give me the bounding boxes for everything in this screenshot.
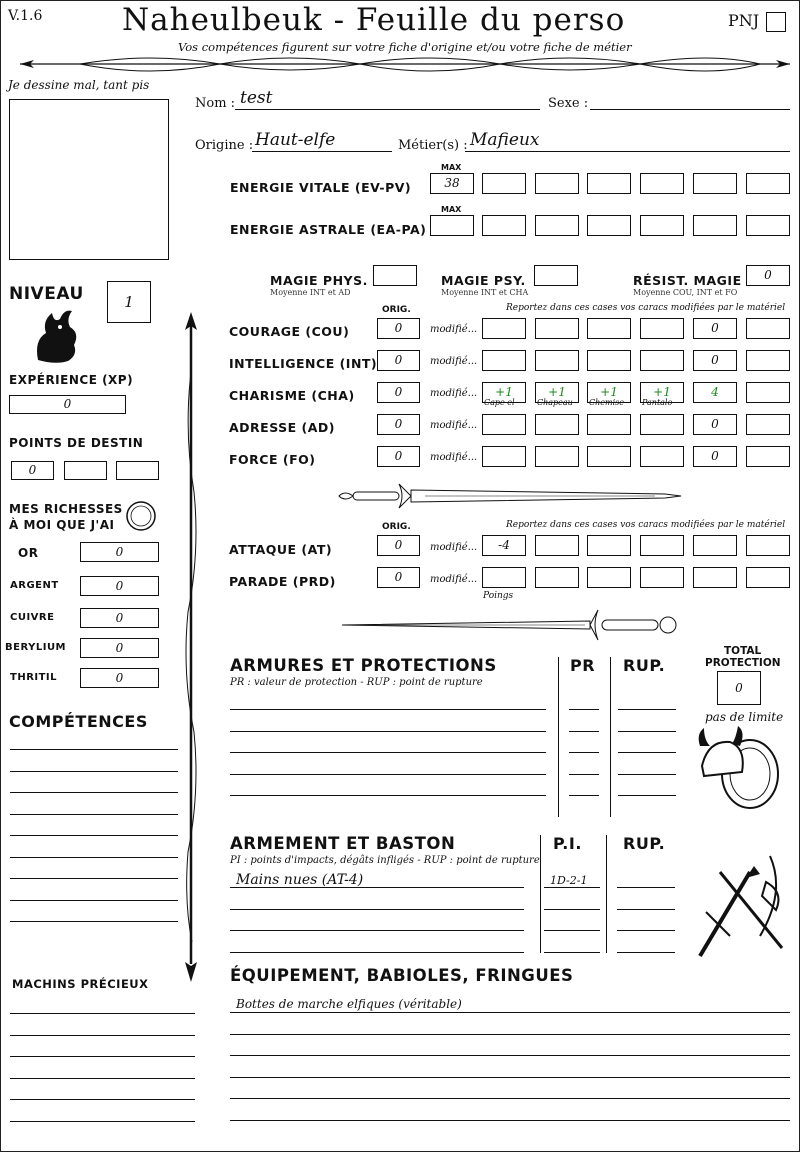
armures-note: PR : valeur de protection - RUP : point de rupture	[230, 677, 483, 688]
competence-line-6[interactable]	[10, 878, 178, 879]
spear-icon	[180, 312, 202, 982]
magic-psy-note: Moyenne INT et CHA	[441, 288, 529, 297]
armement-rup-line-0[interactable]	[617, 887, 675, 888]
combat-orig-1[interactable]: 0	[377, 567, 420, 588]
ev-box-4[interactable]	[640, 173, 684, 194]
name-value[interactable]: test	[240, 88, 273, 108]
competence-line-3[interactable]	[10, 814, 178, 815]
total-label-1: TOTAL	[724, 645, 762, 657]
sword-icon-2	[340, 608, 685, 642]
combat-cell-1-1[interactable]	[535, 567, 579, 588]
magic-psy-label: MAGIE PSY.	[441, 273, 526, 288]
stat-label-2: CHARISME (CHA)	[229, 388, 355, 403]
origin-value[interactable]: Haut-elfe	[255, 130, 336, 150]
armure-rup-line-3[interactable]	[618, 774, 676, 775]
equipement-line-2[interactable]	[230, 1055, 790, 1056]
destin-box-3[interactable]	[116, 461, 159, 480]
combat-cell-1-5[interactable]	[746, 567, 790, 588]
stat-cell-4-4[interactable]: 0	[693, 446, 737, 467]
magic-phys-label: MAGIE PHYS.	[270, 273, 368, 288]
stat-orig-0[interactable]: 0	[377, 318, 420, 339]
riches-label-1: MES RICHESSES	[9, 502, 123, 516]
stat-cell-0-1[interactable]	[535, 318, 579, 339]
combat-orig-0[interactable]: 0	[377, 535, 420, 556]
stat-cell-1-0[interactable]	[482, 350, 526, 371]
armement-pi-line-2[interactable]	[544, 930, 600, 931]
money-label-3: BERYLIUM	[5, 642, 67, 653]
equipement-line-0[interactable]	[230, 1012, 790, 1013]
money-box-4[interactable]: 0	[80, 668, 159, 688]
combat-cell-0-3[interactable]	[640, 535, 684, 556]
origin-underline	[252, 151, 392, 152]
ea-max-label: MAX	[441, 205, 462, 214]
stat-cell-0-0[interactable]	[482, 318, 526, 339]
armement-rup-line-1[interactable]	[617, 909, 675, 910]
combat-cell-1-0[interactable]	[482, 567, 526, 588]
machin-line-3[interactable]	[10, 1078, 195, 1079]
stat-orig-2[interactable]: 0	[377, 382, 420, 403]
stat-orig-1[interactable]: 0	[377, 350, 420, 371]
combat-cell-0-5[interactable]	[746, 535, 790, 556]
resist-note: Moyenne COU, INT et FO	[633, 288, 738, 297]
armement-line-0[interactable]	[230, 887, 524, 888]
ea-max-box[interactable]	[430, 215, 474, 236]
version-label: V.1.6	[8, 8, 43, 24]
stat-cell-1-2[interactable]	[587, 350, 631, 371]
cha-caption-2: Chemise	[589, 398, 624, 407]
money-box-1[interactable]: 0	[80, 576, 159, 596]
job-value[interactable]: Mafieux	[470, 130, 540, 150]
equipement-item-1[interactable]: Bottes de marche elfiques (véritable)	[236, 997, 462, 1011]
competence-line-4[interactable]	[10, 835, 178, 836]
money-label-1: ARGENT	[10, 580, 59, 591]
destin-box-1[interactable]: 0	[11, 461, 54, 480]
xp-box[interactable]: 0	[9, 395, 126, 414]
ea-box-5[interactable]	[693, 215, 737, 236]
niveau-label: NIVEAU	[9, 284, 84, 304]
sheet-title: Naheulbeuk - Feuille du perso	[122, 2, 626, 38]
destin-box-2[interactable]	[64, 461, 107, 480]
stat-cell-1-4[interactable]: 0	[693, 350, 737, 371]
armure-line-3[interactable]	[230, 774, 546, 775]
armures-divider-1	[558, 657, 559, 817]
stat-cell-0-4[interactable]: 0	[693, 318, 737, 339]
ev-max-label: MAX	[441, 163, 462, 172]
weapon-1[interactable]: Mains nues (AT-4)	[236, 872, 364, 888]
riches-label-2: À MOI QUE J'AI	[9, 518, 115, 532]
machins-label: MACHINS PRÉCIEUX	[12, 977, 149, 991]
equipement-line-1[interactable]	[230, 1034, 790, 1035]
stat-cell-2-4[interactable]: 4	[693, 382, 737, 403]
competence-line-7[interactable]	[10, 900, 178, 901]
pas-de-limite: pas de limite	[705, 710, 784, 724]
competences-label: COMPÉTENCES	[9, 712, 148, 731]
ea-box-3[interactable]	[587, 215, 631, 236]
armure-pr-line-1[interactable]	[569, 731, 599, 732]
competence-line-1[interactable]	[10, 771, 178, 772]
armement-line-1[interactable]	[230, 909, 524, 910]
armure-pr-line-4[interactable]	[569, 795, 599, 796]
name-underline	[235, 109, 540, 110]
stat-cell-0-5[interactable]	[746, 318, 790, 339]
pnj-label: PNJ	[728, 11, 760, 30]
stat-cell-2-3[interactable]: +1	[640, 382, 684, 403]
ea-label: ENERGIE ASTRALE (EA-PA)	[230, 222, 427, 237]
job-underline	[465, 151, 790, 152]
armure-rup-line-2[interactable]	[618, 752, 676, 753]
money-box-3[interactable]: 0	[80, 638, 159, 658]
combat-cell-1-4[interactable]	[693, 567, 737, 588]
combat-cell-0-2[interactable]	[587, 535, 631, 556]
stat-label-3: ADRESSE (AD)	[229, 420, 336, 435]
stat-modified-label-4: modifié...	[430, 452, 478, 463]
armement-col-pi: P.I.	[553, 834, 582, 853]
armement-note: PI : points d'impacts, dégâts infligés - RUP : point de rupture	[230, 855, 540, 866]
armure-line-2[interactable]	[230, 752, 546, 753]
equipement-title: ÉQUIPEMENT, BABIOLES, FRINGUES	[230, 966, 574, 985]
stat-orig-3[interactable]: 0	[377, 414, 420, 435]
armure-rup-line-4[interactable]	[618, 795, 676, 796]
competence-line-8[interactable]	[10, 921, 178, 922]
stat-cell-3-2[interactable]	[587, 414, 631, 435]
total-box[interactable]: 0	[717, 671, 761, 705]
ea-box-6[interactable]	[746, 215, 790, 236]
destin-label: POINTS DE DESTIN	[9, 436, 144, 450]
armures-col-pr: PR	[570, 656, 596, 675]
combat-cell-1-3[interactable]	[640, 567, 684, 588]
stat-label-0: COURAGE (COU)	[229, 324, 350, 339]
armures-col-rup: RUP.	[623, 656, 666, 675]
report-note-combat: Reportez dans ces cases vos caracs modifiées par le matériel	[506, 520, 786, 530]
ea-box-4[interactable]	[640, 215, 684, 236]
money-box-2[interactable]: 0	[80, 608, 159, 628]
stat-modified-label-3: modifié...	[430, 420, 478, 431]
stat-cell-2-0[interactable]: +1	[482, 382, 526, 403]
armement-pi-line-0[interactable]	[544, 887, 600, 888]
money-box-0[interactable]: 0	[80, 542, 159, 562]
sex-label: Sexe :	[548, 96, 589, 111]
ea-box-2[interactable]	[535, 215, 579, 236]
equipement-line-3[interactable]	[230, 1077, 790, 1078]
cha-caption-0: Cape el	[484, 398, 515, 407]
stat-label-4: FORCE (FO)	[229, 452, 316, 467]
cha-caption-3: Pantalo	[642, 398, 673, 407]
sheet-subtitle: Vos compétences figurent sur votre fiche d'origine et/ou votre fiche de métier	[178, 40, 632, 54]
competence-line-5[interactable]	[10, 857, 178, 858]
armure-rup-line-0[interactable]	[618, 709, 676, 710]
combat-label-0: ATTAQUE (AT)	[229, 542, 333, 557]
stat-cell-3-3[interactable]	[640, 414, 684, 435]
machin-line-1[interactable]	[10, 1035, 195, 1036]
niveau-box[interactable]: 1	[107, 281, 151, 323]
armure-pr-line-0[interactable]	[569, 709, 599, 710]
ev-box-6[interactable]	[746, 173, 790, 194]
machin-line-2[interactable]	[10, 1056, 195, 1057]
stat-cell-4-3[interactable]	[640, 446, 684, 467]
magic-psy-box[interactable]	[534, 265, 578, 286]
combat-modified-label-0: modifié...	[430, 542, 478, 553]
stat-orig-4[interactable]: 0	[377, 446, 420, 467]
weapons-icon	[690, 852, 790, 960]
armures-divider-2	[610, 657, 611, 817]
portrait-caption: Je dessine mal, tant pis	[8, 78, 150, 92]
sword-icon	[335, 480, 685, 512]
total-label-2: PROTECTION	[705, 657, 781, 669]
armement-rup-line-3[interactable]	[617, 952, 675, 953]
ev-box-2[interactable]	[535, 173, 579, 194]
money-label-0: OR	[18, 546, 39, 560]
xp-label: EXPÉRIENCE (XP)	[9, 373, 134, 387]
ev-label: ENERGIE VITALE (EV-PV)	[230, 180, 412, 195]
armure-pr-line-2[interactable]	[569, 752, 599, 753]
stat-cell-3-0[interactable]	[482, 414, 526, 435]
stat-cell-0-3[interactable]	[640, 318, 684, 339]
ev-box-5[interactable]	[693, 173, 737, 194]
armement-divider-2	[606, 835, 607, 953]
ev-box-1[interactable]	[482, 173, 526, 194]
combat-cell-0-1[interactable]	[535, 535, 579, 556]
stat-cell-4-0[interactable]	[482, 446, 526, 467]
competence-line-0[interactable]	[10, 749, 178, 750]
armement-col-rup: RUP.	[623, 834, 666, 853]
combat-cell-1-2[interactable]	[587, 567, 631, 588]
money-label-4: THRITIL	[10, 672, 58, 683]
combat-cell-0-0[interactable]: -4	[482, 535, 526, 556]
equipement-line-5[interactable]	[230, 1120, 790, 1121]
machin-line-0[interactable]	[10, 1013, 195, 1014]
armure-line-0[interactable]	[230, 709, 546, 710]
stat-label-1: INTELLIGENCE (INT)	[229, 356, 378, 371]
vine-divider-icon	[20, 52, 790, 78]
cha-caption-1: Chapeau	[537, 398, 573, 407]
stat-cell-1-5[interactable]	[746, 350, 790, 371]
competence-line-2[interactable]	[10, 792, 178, 793]
stat-cell-3-1[interactable]	[535, 414, 579, 435]
report-note: Reportez dans ces cases vos caracs modifiées par le matériel	[506, 303, 786, 313]
magic-phys-box[interactable]	[373, 265, 417, 286]
armure-rup-line-1[interactable]	[618, 731, 676, 732]
stat-modified-label-0: modifié...	[430, 324, 478, 335]
machin-line-4[interactable]	[10, 1099, 195, 1100]
stat-cell-3-4[interactable]: 0	[693, 414, 737, 435]
equipement-line-4[interactable]	[230, 1098, 790, 1099]
magic-phys-note: Moyenne INT et AD	[270, 288, 351, 297]
stat-cell-1-3[interactable]	[640, 350, 684, 371]
orig-label: ORIG.	[382, 305, 411, 315]
weapon-1-pi[interactable]: 1D-2-1	[550, 874, 588, 887]
helmet-shield-icon	[694, 726, 784, 811]
ev-max-box[interactable]: 38	[430, 173, 474, 194]
job-label: Métier(s) :	[398, 138, 468, 153]
pnj-checkbox[interactable]	[766, 12, 786, 32]
armement-rup-line-2[interactable]	[617, 930, 675, 931]
portrait-box[interactable]	[9, 99, 169, 260]
resist-box[interactable]: 0	[746, 265, 790, 286]
armure-line-4[interactable]	[230, 795, 546, 796]
stat-cell-4-1[interactable]	[535, 446, 579, 467]
combat-label-1: PARADE (PRD)	[229, 574, 336, 589]
ev-box-3[interactable]	[587, 173, 631, 194]
poings-caption: Poings	[483, 591, 514, 601]
ea-box-1[interactable]	[482, 215, 526, 236]
stat-cell-2-1[interactable]: +1	[535, 382, 579, 403]
stat-cell-0-2[interactable]	[587, 318, 631, 339]
coin-icon	[125, 500, 157, 532]
stat-cell-3-5[interactable]	[746, 414, 790, 435]
armement-title: ARMEMENT ET BASTON	[230, 834, 456, 853]
combat-modified-label-1: modifié...	[430, 574, 478, 585]
name-label: Nom :	[195, 96, 236, 111]
armure-pr-line-3[interactable]	[569, 774, 599, 775]
stat-cell-1-1[interactable]	[535, 350, 579, 371]
money-label-2: CUIVRE	[10, 612, 55, 623]
combat-cell-0-4[interactable]	[693, 535, 737, 556]
armures-title: ARMURES ET PROTECTIONS	[230, 656, 497, 675]
armement-line-2[interactable]	[230, 930, 524, 931]
stat-modified-label-2: modifié...	[430, 388, 478, 399]
sex-underline[interactable]	[590, 109, 790, 110]
stat-cell-2-5[interactable]	[746, 382, 790, 403]
resist-label: RÉSIST. MAGIE	[633, 273, 742, 288]
armement-pi-line-3[interactable]	[544, 952, 600, 953]
dragon-icon	[30, 305, 82, 365]
armure-line-1[interactable]	[230, 731, 546, 732]
armement-divider-1	[540, 835, 541, 953]
orig-label-combat: ORIG.	[382, 522, 411, 532]
stat-modified-label-1: modifié...	[430, 356, 478, 367]
stat-cell-4-2[interactable]	[587, 446, 631, 467]
machin-line-5[interactable]	[10, 1121, 195, 1122]
origin-label: Origine :	[195, 138, 254, 153]
armement-pi-line-1[interactable]	[544, 909, 600, 910]
stat-cell-4-5[interactable]	[746, 446, 790, 467]
stat-cell-2-2[interactable]: +1	[587, 382, 631, 403]
armement-line-3[interactable]	[230, 952, 524, 953]
